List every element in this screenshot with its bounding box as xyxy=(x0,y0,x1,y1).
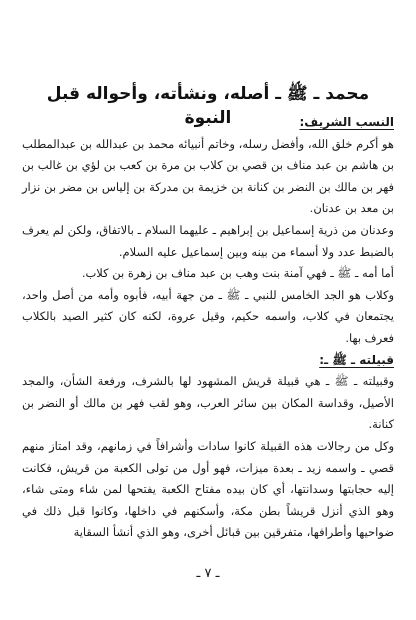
paragraph: أما أمه ـ ﷺ ـ فهي آمنة بنت وهب بن عبد مناف بن زهرة بن كلاب. xyxy=(81,266,394,281)
paragraph: وقبيلته ـ ﷺ ـ هي قبيلة قريش المشهود لها بالشرف، ورفعة الشأن، والمجد الأصيل، وقداسة المكان بين سائر العرب، وهو لقب فهر بن مالك أو النضر بن كنانة. xyxy=(22,374,394,432)
paragraph: وكلاب هو الجد الخامس للنبي ـ ﷺ ـ من جهة أبيه، فأبوه وأمه من أصل واحد، يجتمعان في كلاب، واسمه حكيم، وقيل عروة، لكنه كان كثير الصيد بالكلاب فعرف بها. xyxy=(22,287,394,345)
paragraph: وكل من رجالات هذه القبيلة كانوا سادات وأشرافاً في زمانهم، وقد امتاز منهم قصي ـ واسمه زيد ـ بعدة ميزات، فهو أول من تولى الكعبة من قريش، فكانت إليه حجابتها وسدانتها، أي كان بيده مفتاح الكعبة يفتحها لمن شاء ومتى شاء، وهو الذي أنزل قريشاً بطن مكة، وأسكنهم في داخلها، وكانوا قبل ذلك في ضواحيها وأطرافها، متفرقين بين قبائل أخرى، وهو الذي أنشأ السقاية xyxy=(22,438,394,540)
page-number: ـ ٧ ـ xyxy=(196,566,220,581)
section-heading-tribe: قبيلته ـ ﷺ ـ: xyxy=(319,352,394,367)
paragraph: هو أكرم خلق الله، وأفضل رسله، وخاتم أنبيائه محمد بن عبدالله بن عبدالمطلب بن هاشم بن عبد مناف بن قصي بن كلاب بن مرة بن كعب بن لؤي بن غالب بن فهر بن مالك بن النضر بن كنانة بن خزيمة بن مدركة بن إلياس بن مضر بن نزار بن معد بن عدنان. xyxy=(22,136,394,216)
section-heading-lineage: النسب الشريف: xyxy=(299,115,394,129)
body-text xyxy=(22,112,394,544)
paragraph: وعدنان من ذرية إسماعيل بن إبراهيم ـ عليهما السلام ـ بالاتفاق، ولكن لم يعرف بالضبط عدد ولا أسماء من بينه وبين إسماعيل عليه السلام. xyxy=(22,222,394,259)
page-title: محمد ـ ﷺ ـ أصله، ونشأته، وأحواله قبل النبوة xyxy=(46,84,370,128)
